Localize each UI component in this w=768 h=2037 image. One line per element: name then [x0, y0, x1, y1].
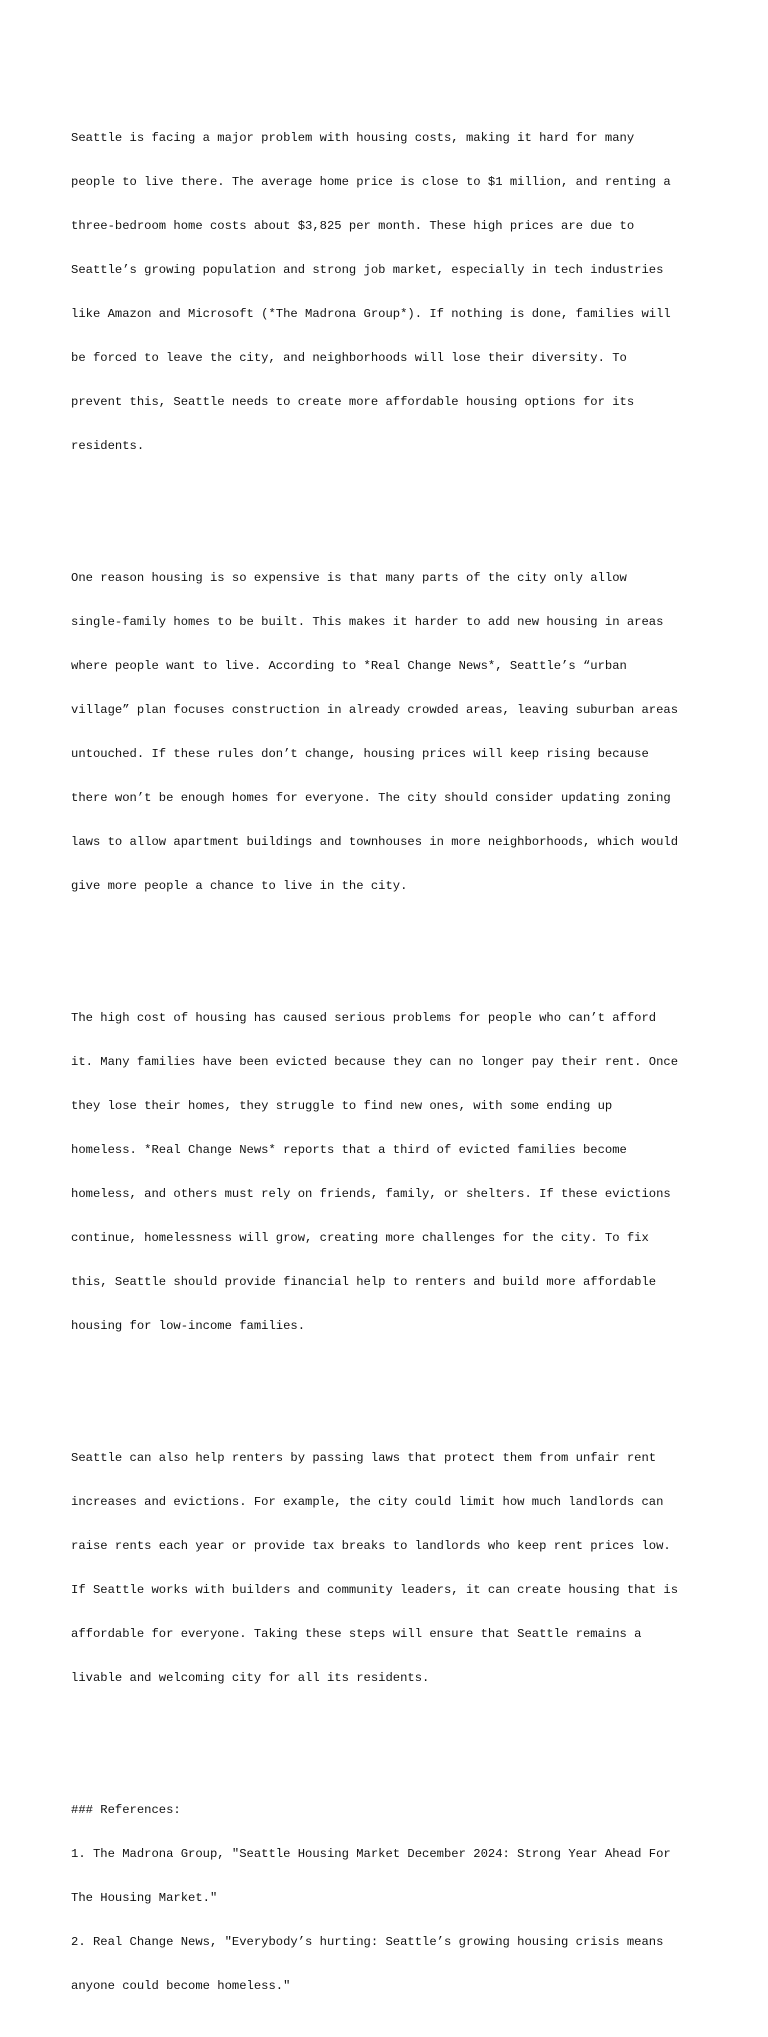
text-line: give more people a chance to live in the city.: [71, 878, 408, 893]
reference-line: 1. The Madrona Group, "Seattle Housing Market December 2024: Strong Year Ahead For: [71, 1846, 671, 1861]
text-line: homeless. *Real Change News* reports that a third of evicted families become: [71, 1142, 627, 1157]
text-line: village” plan focuses construction in already crowded areas, leaving suburban areas: [71, 702, 679, 717]
text-line: single-family homes to be built. This makes it harder to add new housing in areas: [71, 614, 664, 629]
reference-line: 2. Real Change News, "Everybody’s hurting: Seattle’s growing housing crisis means: [71, 1934, 664, 1949]
text-line: increases and evictions. For example, the city could limit how much landlords can: [71, 1494, 664, 1509]
text-line: Seattle’s growing population and strong job market, especially in tech industries: [71, 262, 664, 277]
paragraph-zoning: [71, 541, 711, 922]
text-line: people to live there. The average home price is close to $1 million, and renting a: [71, 174, 671, 189]
text-line: where people want to live. According to *Real Change News*, Seattle’s “urban: [71, 658, 627, 673]
paragraph-renter-protections: [71, 1421, 711, 1714]
reference-line: anyone could become homeless.": [71, 1978, 291, 1993]
text-line: be forced to leave the city, and neighborhoods will lose their diversity. To: [71, 350, 627, 365]
text-line: affordable for everyone. Taking these steps will ensure that Seattle remains a: [71, 1626, 642, 1641]
text-line: laws to allow apartment buildings and townhouses in more neighborhoods, which would: [71, 834, 679, 849]
text-line: continue, homelessness will grow, creating more challenges for the city. To fix: [71, 1230, 649, 1245]
text-line: Seattle can also help renters by passing laws that protect them from unfair rent: [71, 1450, 657, 1465]
text-line: homeless, and others must rely on friends, family, or shelters. If these evictions: [71, 1186, 671, 1201]
text-line: prevent this, Seattle needs to create more affordable housing options for its: [71, 394, 635, 409]
text-line: there won’t be enough homes for everyone. The city should consider updating zoning: [71, 790, 671, 805]
text-line: this, Seattle should provide financial help to renters and build more affordable: [71, 1274, 657, 1289]
text-line: untouched. If these rules don’t change, housing prices will keep rising because: [71, 746, 649, 761]
references-section: [71, 1773, 711, 2022]
text-line: like Amazon and Microsoft (*The Madrona Group*). If nothing is done, families will: [71, 306, 671, 321]
text-line: One reason housing is so expensive is that many parts of the city only allow: [71, 570, 627, 585]
text-line: livable and welcoming city for all its residents.: [71, 1670, 430, 1685]
text-line: If Seattle works with builders and community leaders, it can create housing that is: [71, 1582, 679, 1597]
text-line: The high cost of housing has caused serious problems for people who can’t afford: [71, 1010, 657, 1025]
text-line: raise rents each year or provide tax breaks to landlords who keep rent prices low.: [71, 1538, 671, 1553]
paragraph-intro: [71, 101, 711, 482]
paragraph-evictions: [71, 981, 711, 1362]
text-line: Seattle is facing a major problem with housing costs, making it hard for many: [71, 130, 635, 145]
references-heading: ### References:: [71, 1802, 181, 1817]
text-line: housing for low-income families.: [71, 1318, 306, 1333]
document-page: [71, 72, 711, 2037]
text-line: it. Many families have been evicted because they can no longer pay their rent. Once: [71, 1054, 679, 1069]
text-line: they lose their homes, they struggle to find new ones, with some ending up: [71, 1098, 613, 1113]
text-line: three-bedroom home costs about $3,825 per month. These high prices are due to: [71, 218, 635, 233]
reference-line: The Housing Market.": [71, 1890, 218, 1905]
text-line: residents.: [71, 438, 145, 453]
